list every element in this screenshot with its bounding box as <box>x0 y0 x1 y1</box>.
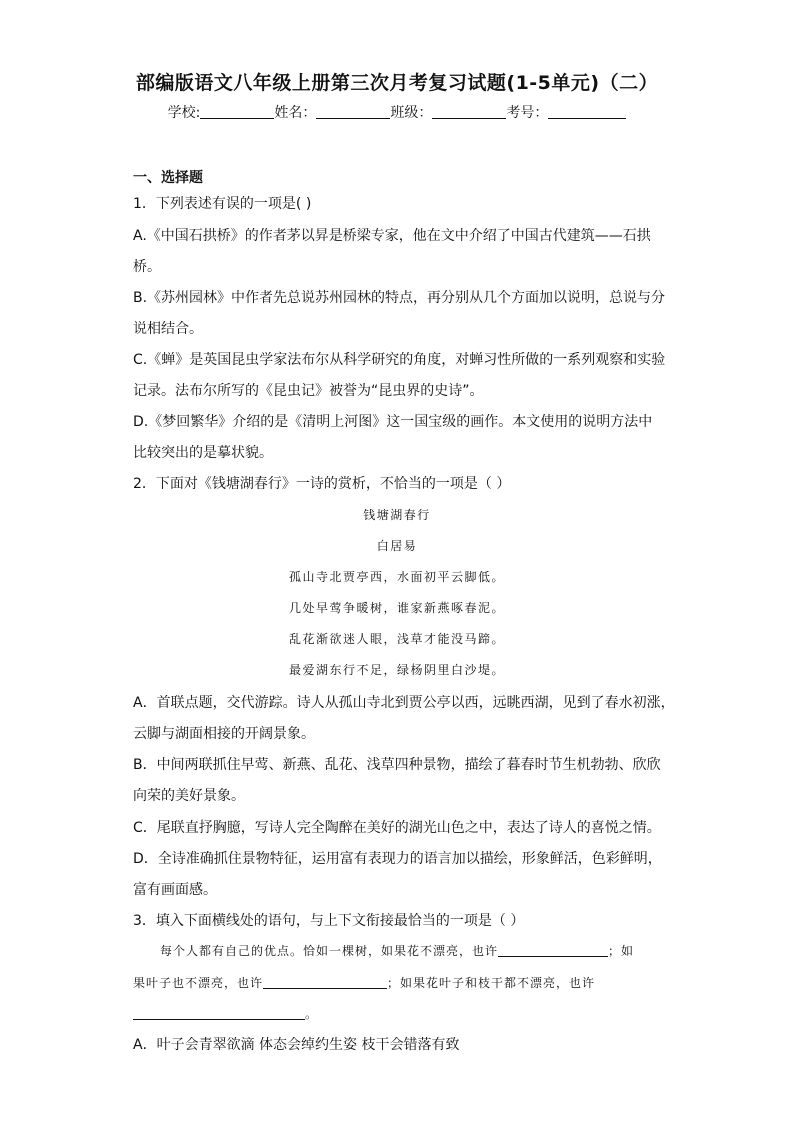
exam-number-label: 考号： <box>506 105 549 121</box>
q3-passage-line3 <box>133 1005 318 1022</box>
q3-passage-text: 每个人都有自己的优点。恰如一棵树，如果花不漂亮，也许 <box>160 944 499 958</box>
q2-option-d-cont: 富有画面感。 <box>133 882 217 898</box>
q3-passage-text: ；如果花叶子和枝干都不漂亮，也许 <box>387 976 596 990</box>
q2-stem: 2．下面对《钱塘湖春行》一诗的赏析，不恰当的一项是（ ） <box>133 476 511 492</box>
school-label: 学校: <box>167 105 201 121</box>
q1-option-b-cont: 说相结合。 <box>133 321 203 337</box>
poem-line: 几处早莺争暖树，谁家新燕啄春泥。 <box>288 601 505 615</box>
q2-option-a-cont: 云脚与湖面相接的开阔景象。 <box>133 726 315 742</box>
q3-passage-text: 果叶子也不漂亮，也许 <box>133 976 264 990</box>
q3-stem: 3．填入下面横线处的语句，与上下文衔接最恰当的一项是（ ） <box>133 913 525 929</box>
poem-author: 白居易 <box>376 539 418 553</box>
q2-option-a: A．首联点题，交代游踪。诗人从孤山寺北到贾公亭以西，远眺西湖，见到了春水初涨， <box>133 695 675 711</box>
section-heading: 一、选择题 <box>133 170 203 186</box>
q2-option-c: C．尾联直抒胸臆，写诗人完全陶醉在美好的湖光山色之中，表达了诗人的喜悦之情。 <box>133 820 661 836</box>
school-blank[interactable] <box>200 104 274 119</box>
student-info-line <box>0 102 794 122</box>
q2-option-d: D．全诗准确抓住景物特征，运用富有表现力的语言加以描绘，形象鲜活，色彩鲜明， <box>133 851 662 867</box>
exam-number-blank[interactable] <box>548 104 626 119</box>
q1-option-c-cont: 记录。法布尔所写的《昆虫记》被誉为“昆虫界的史诗”。 <box>133 383 484 399</box>
q1-option-c: C.《蝉》是英国昆虫学家法布尔从科学研究的角度，对蝉习性所做的一系列观察和实验 <box>133 352 666 368</box>
poem-title: 钱塘湖春行 <box>363 508 431 522</box>
poem-line: 孤山寺北贾亭西，水面初平云脚低。 <box>288 570 505 584</box>
q1-option-a-cont: 桥。 <box>133 259 161 275</box>
q3-passage-line1 <box>160 942 634 959</box>
q1-stem: 1．下列表述有误的一项是( ) <box>133 196 312 212</box>
class-blank[interactable] <box>432 104 506 119</box>
class-label: 班级： <box>390 105 433 121</box>
q3-blank-3[interactable] <box>133 1007 305 1020</box>
q1-option-a: A.《中国石拱桥》的作者茅以昇是桥梁专家，他在文中介绍了中国古代建筑——石拱 <box>133 228 651 244</box>
poem-line: 最爱湖东行不足，绿杨阴里白沙堤。 <box>288 663 505 677</box>
exam-title: 部编版语文八年级上册第三次月考复习试题(1-5单元)（二） <box>135 72 659 94</box>
q1-option-d: D.《梦回繁华》介绍的是《清明上河图》这一国宝级的画作。本文使用的说明方法中 <box>133 414 653 430</box>
q1-option-d-cont: 比较突出的是摹状貌。 <box>133 445 273 461</box>
q3-passage-line2 <box>133 974 595 991</box>
q3-blank-2[interactable] <box>263 976 387 989</box>
q2-option-b: B．中间两联抓住早莺、新燕、乱花、浅草四种景物，描绘了暮春时节生机勃勃、欣欣 <box>133 757 661 773</box>
q3-option-a: A．叶子会青翠欲滴 体态会绰约生姿 枝干会错落有致 <box>133 1037 460 1053</box>
name-label: 姓名： <box>274 105 317 121</box>
poem-line: 乱花渐欲迷人眼，浅草才能没马蹄。 <box>288 632 505 646</box>
q2-option-b-cont: 向荣的美好景象。 <box>133 788 245 804</box>
q3-blank-1[interactable] <box>498 944 608 957</box>
q3-passage-text: 。 <box>305 1007 319 1021</box>
name-blank[interactable] <box>316 104 390 119</box>
q1-option-b: B.《苏州园林》中作者先总说苏州园林的特点，再分别从几个方面加以说明，总说与分 <box>133 290 666 306</box>
q3-passage-text: ；如 <box>608 944 635 958</box>
